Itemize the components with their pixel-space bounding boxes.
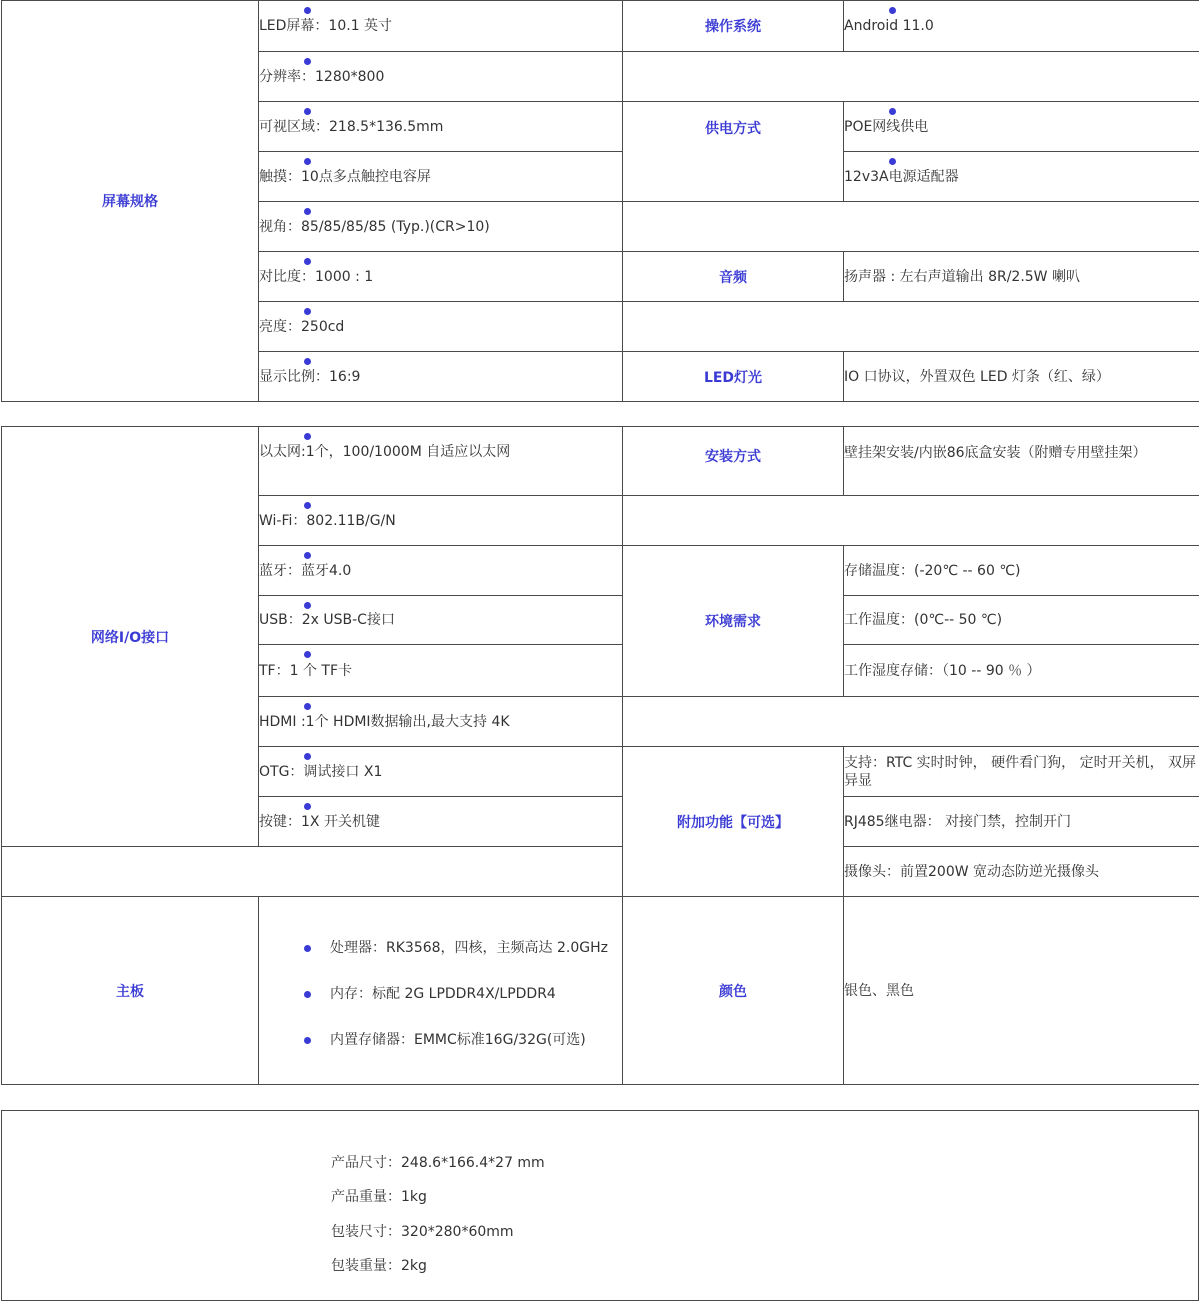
viewing-angle-item: 视角：85/85/85/85 (Typ.)(CR>10)	[259, 202, 623, 252]
relay-item: RJ485继电器： 对接门禁，控制开门	[844, 797, 1199, 847]
color-label: 颜色	[623, 897, 844, 1085]
empty-cell	[623, 697, 1199, 747]
extra-features-label: 附加功能【可选】	[623, 747, 844, 897]
audio-label: 音频	[623, 252, 844, 302]
led-value: IO 口协议，外置双色 LED 灯条（红、绿）	[844, 352, 1199, 402]
storage-item: 内置存储器：EMMC标准16G/32G(可选)	[259, 1031, 622, 1049]
bluetooth-item: 蓝牙：蓝牙4.0	[259, 546, 623, 596]
usb-item: USB：2x USB-C接口	[259, 596, 623, 645]
storage-temp-item: 存储温度：(-20℃ -- 60 ℃)	[844, 546, 1199, 596]
mainboard-list	[259, 933, 622, 1049]
empty-cell	[2, 847, 623, 897]
led-label: LED灯光	[623, 352, 844, 402]
work-temp-item: 工作温度：(0℃-- 50 ℃)	[844, 596, 1199, 645]
os-value: Android 11.0	[844, 1, 1199, 52]
touch-item: 触摸：10点多点触控电容屏	[259, 152, 623, 202]
install-label: 安装方式	[623, 427, 844, 496]
camera-item: 摄像头：前置200W 宽动态防逆光摄像头	[844, 847, 1199, 897]
package-weight: 包装重量：2kg	[331, 1258, 427, 1274]
empty-cell	[623, 302, 1199, 352]
hdmi-item: HDMI :1个 HDMI数据输出,最大支持 4K	[259, 697, 623, 747]
env-label: 环境需求	[623, 546, 844, 697]
product-size: 产品尺寸：248.6*166.4*27 mm	[331, 1155, 545, 1171]
cpu-item: 处理器：RK3568，四核，主频高达 2.0GHz	[259, 939, 622, 957]
mainboard-label: 主板	[2, 897, 259, 1085]
screen-size-item: LED屏幕：10.1 英寸	[259, 1, 623, 52]
ethernet-item: 以太网:1个，100/1000M 自适应以太网	[259, 427, 623, 496]
empty-cell	[623, 202, 1199, 252]
power-poe-item: POE网线供电	[844, 102, 1199, 152]
wifi-item: Wi-Fi：802.11B/G/N	[259, 496, 623, 546]
audio-value: 扬声器 : 左右声道输出 8R/2.5W 喇叭	[844, 252, 1199, 302]
dimensions-box	[1, 1110, 1199, 1301]
network-spec-table	[1, 426, 1199, 1085]
power-label: 供电方式	[623, 102, 844, 202]
package-size: 包装尺寸：320*280*60mm	[331, 1224, 514, 1240]
brightness-item: 亮度：250cd	[259, 302, 623, 352]
screen-spec-table	[1, 0, 1199, 402]
empty-cell	[623, 496, 1199, 546]
power-adapter-item: 12v3A电源适配器	[844, 152, 1199, 202]
product-weight: 产品重量：1kg	[331, 1189, 427, 1205]
network-io-label: 网络I/O接口	[2, 427, 259, 847]
tf-item: TF：1 个 TF卡	[259, 645, 623, 697]
power-key-item: 按键：1X 开关机键	[259, 797, 623, 847]
memory-item: 内存：标配 2G LPDDR4X/LPDDR4	[259, 985, 622, 1003]
rtc-item: 支持：RTC 实时时钟， 硬件看门狗， 定时开关机， 双屏异显	[844, 747, 1199, 797]
humidity-item: 工作湿度存储：（10 -- 90 ％ ）	[844, 645, 1199, 697]
install-value: 壁挂架安装/内嵌86底盒安装（附赠专用壁挂架）	[844, 427, 1199, 496]
otg-item: OTG：调试接口 X1	[259, 747, 623, 797]
aspect-ratio-item: 显示比例：16:9	[259, 352, 623, 402]
screen-spec-label: 屏幕规格	[2, 1, 259, 402]
resolution-item: 分辨率：1280*800	[259, 52, 623, 102]
empty-cell	[623, 52, 1199, 102]
visible-area-item: 可视区域：218.5*136.5mm	[259, 102, 623, 152]
os-label: 操作系统	[623, 1, 844, 52]
mainboard-cell	[259, 897, 623, 1085]
color-value: 银色、黑色	[844, 897, 1199, 1085]
contrast-item: 对比度：1000 : 1	[259, 252, 623, 302]
